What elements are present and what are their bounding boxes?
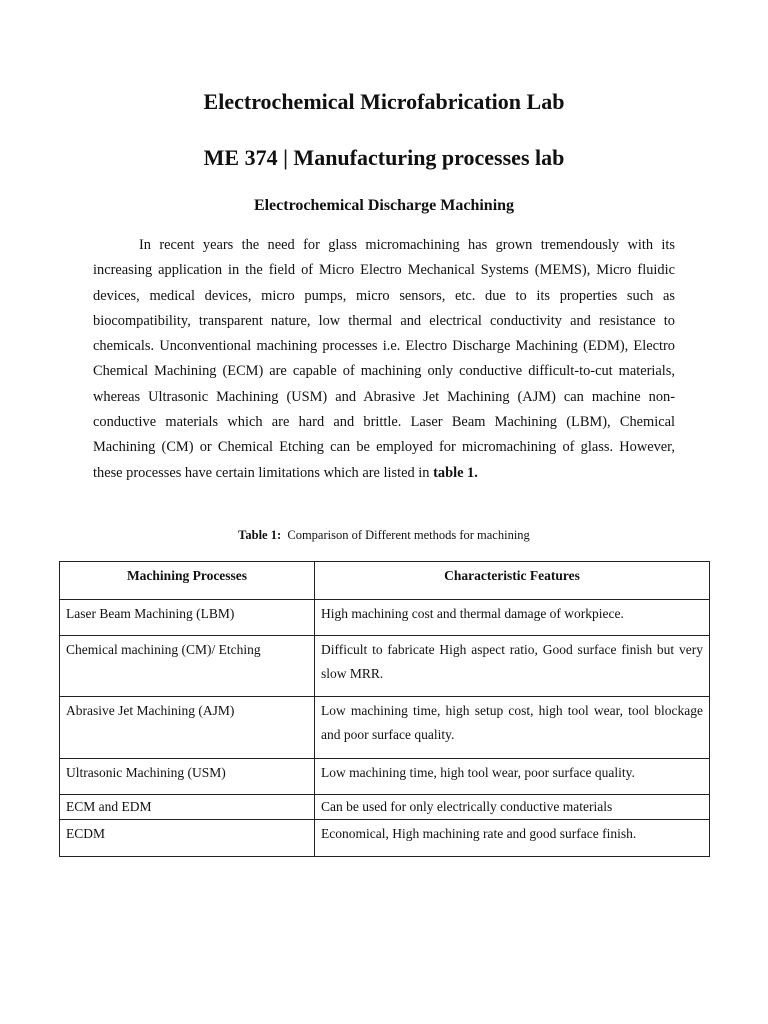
process-cell: Abrasive Jet Machining (AJM)	[60, 697, 315, 759]
table-caption-label: Table 1:	[238, 528, 282, 542]
table-caption	[0, 526, 768, 544]
course-title: ME 374 | Manufacturing processes lab	[203, 145, 565, 170]
comparison-table	[59, 561, 710, 857]
document-title: Electrochemical Microfabrication Lab	[203, 89, 565, 114]
features-cell: Low machining time, high tool wear, poor surface quality.	[315, 759, 710, 795]
header-machining-processes: Machining Processes	[60, 562, 315, 600]
features-cell: Difficult to fabricate High aspect ratio, Good surface finish but very slow MRR.	[315, 636, 710, 697]
features-cell: Economical, High machining rate and good surface finish.	[315, 820, 710, 857]
process-cell: ECDM	[60, 820, 315, 857]
table-caption-text: Comparison of Different methods for machining	[287, 528, 530, 542]
process-cell: ECM and EDM	[60, 795, 315, 820]
intro-paragraph-text: In recent years the need for glass micromachining has grown tremendously with its increasing application in the field of Micro Electro Mechanical Systems (MEMS), Micro fluidic devices, medical devices, micro pumps, micro sensors, etc. due to its properties such as biocompatibility, transparent nature, low thermal and electrical conductivity and resistance to chemicals. Unconventional machining processes i.e. Electro Discharge Machining (EDM), Electro Chemical Machining (ECM) are capable of machining only conductive difficult-to-cut materials, whereas Ultrasonic Machining (USM) and Abrasive Jet Machining (AJM) can machine non-conductive materials which are hard and brittle. Laser Beam Machining (LBM), Chemical Machining (CM) or Chemical Etching can be employed for micromachining of glass. However, these processes have certain limitations which are listed in	[93, 237, 675, 481]
table-row	[60, 820, 710, 857]
features-cell: Low machining time, high setup cost, high tool wear, tool blockage and poor surface quality.	[315, 697, 710, 759]
table-row	[60, 697, 710, 759]
table-row	[60, 795, 710, 820]
table-row	[60, 636, 710, 697]
table-row	[60, 600, 710, 636]
intro-paragraph	[93, 233, 675, 486]
section-heading: Electrochemical Discharge Machining	[253, 197, 515, 214]
process-cell: Chemical machining (CM)/ Etching	[60, 636, 315, 697]
table-row	[60, 759, 710, 795]
process-cell: Ultrasonic Machining (USM)	[60, 759, 315, 795]
table-header-row	[60, 562, 710, 600]
table-reference: table 1.	[433, 464, 478, 481]
features-cell: High machining cost and thermal damage of workpiece.	[315, 600, 710, 636]
process-cell: Laser Beam Machining (LBM)	[60, 600, 315, 636]
header-characteristic-features: Characteristic Features	[315, 562, 710, 600]
features-cell: Can be used for only electrically conductive materials	[315, 795, 710, 820]
